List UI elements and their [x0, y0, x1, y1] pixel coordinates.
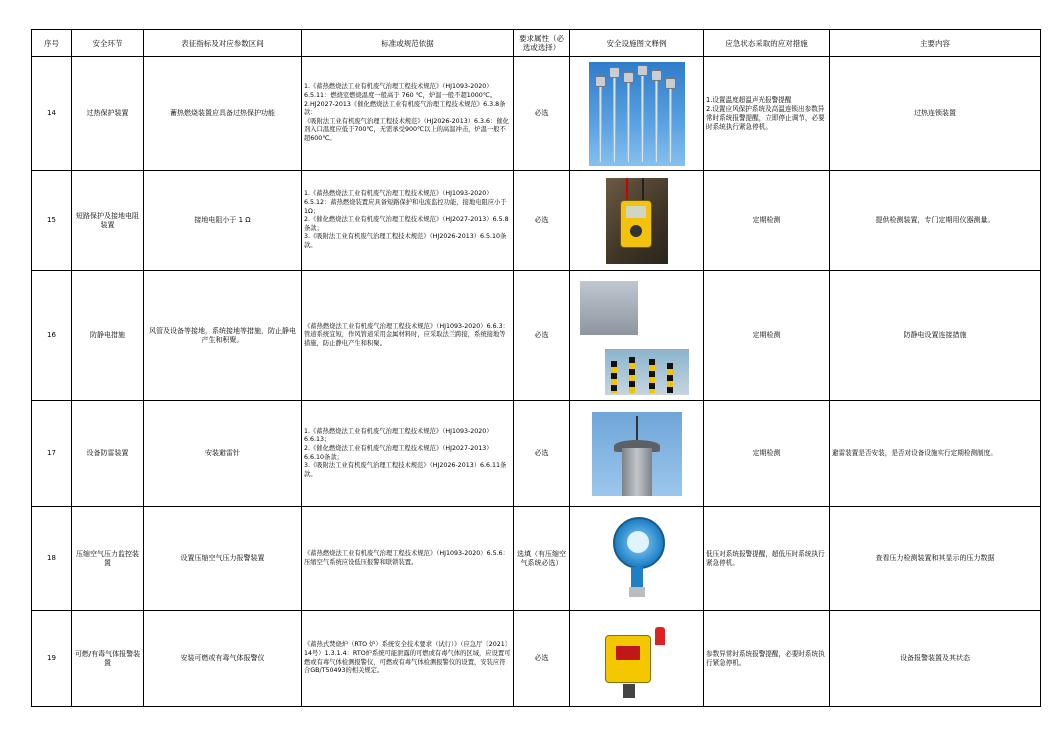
cell-response: 参数异常时系统报警提醒，必要时系统执行紧急停机。 — [704, 611, 830, 707]
cell-response: 定期检测 — [704, 401, 830, 507]
cell-stage: 防静电措施 — [72, 271, 144, 401]
cell-standard: 1.《蓄热燃烧法工业有机废气治理工程技术规范》（HJ1093-2020）6.5.11：燃烧室燃烧温度一般高于 760 ℃，炉温一般不超1000℃。 2.HJ2027-2013《催化燃烧法工业有机废气治理工程技术规范》6.3.8条款： 《吸附法工业有机废气治理工程技术规范》（HJ2026-2013）6.3.6：催化剂入口温度应低于700℃，无需承受900℃以上的高温冲击，炉温一般不超600℃。 — [302, 57, 514, 171]
header-response: 应急状态采取的应对措施 — [704, 30, 830, 57]
cell-no: 19 — [32, 611, 72, 707]
thermocouple-image — [589, 62, 685, 166]
cell-response: 定期检测 — [704, 271, 830, 401]
cell-stage: 压缩空气压力监控装置 — [72, 507, 144, 611]
header-standard: 标准或规范依据 — [302, 30, 514, 57]
cell-stage: 设备防雷装置 — [72, 401, 144, 507]
cell-indicator: 风管及设备等接地，系统接地等措施，防止静电产生和积聚。 — [144, 271, 302, 401]
header-no: 序号 — [32, 30, 72, 57]
cell-image — [570, 611, 704, 707]
cell-attr: 必选 — [514, 611, 570, 707]
cell-indicator: 设置压缩空气压力报警装置 — [144, 507, 302, 611]
cell-attr: 必选 — [514, 271, 570, 401]
cell-attr: 必选 — [514, 171, 570, 271]
safety-measures-table — [31, 29, 1041, 707]
cell-stage: 可燃/有毒气体报警装置 — [72, 611, 144, 707]
cell-indicator: 蓄热燃烧装置应具备过热保护功能 — [144, 57, 302, 171]
cell-image — [570, 171, 704, 271]
cell-image — [570, 507, 704, 611]
cell-standard: 1.《蓄热燃烧法工业有机废气治理工程技术规范》（HJ1093-2020）6.5.12：蓄热燃烧装置应具备短路保护和电流监控功能，接地电阻应小于1Ω； 2.《催化燃烧法工业有机废气治理工程技术规范》（HJ2027-2013）6.5.8条款； 3.《吸附法工业有机废气治理工程技术规范》（HJ2026-2013）6.5.10条款。 — [302, 171, 514, 271]
cell-content: 提供检测装置，专门定期用仪器测量。 — [830, 171, 1041, 271]
cell-image — [570, 271, 704, 401]
lightning-rod-image — [592, 412, 682, 496]
cell-standard: 《蓄热燃烧法工业有机废气治理工程技术规范》（HJ1093-2020）6.6.3：管道系统宜短，作风管道采用金属材料时，应采取法兰跨接，系统接地等措施，防止静电产生和积聚。 — [302, 271, 514, 401]
table-row — [32, 401, 1041, 507]
header-attr: 要求属性（必选或选择） — [514, 30, 570, 57]
cell-standard: 《蓄热式焚烧炉（RTO 炉）系统安全技术要求（试行）》（应急厅〔2021〕14号）1.3.1.4：RTO炉系统可能泄露的可燃或有毒气体的区域，应设置可燃或有毒气体检测报警仪，可燃或有毒气体检测报警仪的设置，安装应符合GB/T50493的相关规定。 — [302, 611, 514, 707]
header-content: 主要内容 — [830, 30, 1041, 57]
table-row — [32, 171, 1041, 271]
cell-content: 查看压力检测装置和其显示的压力数据 — [830, 507, 1041, 611]
cell-indicator: 安装可燃或有毒气体报警仪 — [144, 611, 302, 707]
cell-no: 15 — [32, 171, 72, 271]
cell-attr: 选填（有压缩空气系统必选） — [514, 507, 570, 611]
cell-attr: 必选 — [514, 401, 570, 507]
cell-stage: 短路保护及接地电阻装置 — [72, 171, 144, 271]
header-image: 安全设施图文释例 — [570, 30, 704, 57]
cell-content: 过热连锁装置 — [830, 57, 1041, 171]
table-row — [32, 507, 1041, 611]
cell-image — [570, 401, 704, 507]
cell-no: 18 — [32, 507, 72, 611]
cell-content: 防静电设置连接措施 — [830, 271, 1041, 401]
header-row — [32, 30, 1041, 57]
cell-stage: 过热保护装置 — [72, 57, 144, 171]
cell-content: 避雷装置是否安装，是否对设备设施实行定期检测制度。 — [830, 401, 1041, 507]
table-row — [32, 611, 1041, 707]
cell-response: 定期检测 — [704, 171, 830, 271]
pressure-transmitter-image — [606, 513, 668, 605]
header-stage: 安全环节 — [72, 30, 144, 57]
meter-image — [606, 178, 668, 264]
cell-standard: 《蓄热燃烧法工业有机废气治理工程技术规范》（HJ1093-2020）6.5.6：压缩空气系统应设低压报警和联锁装置。 — [302, 507, 514, 611]
cell-indicator: 接地电阻小于 1 Ω — [144, 171, 302, 271]
cell-no: 14 — [32, 57, 72, 171]
cell-indicator: 安装避雷针 — [144, 401, 302, 507]
cell-no: 17 — [32, 401, 72, 507]
cell-response: 低压对系统报警提醒，超低压时系统执行紧急停机。 — [704, 507, 830, 611]
cell-content: 设备报警装置及其状态 — [830, 611, 1041, 707]
cell-image — [570, 57, 704, 171]
gas-alarm-image — [595, 619, 679, 699]
header-indicator: 表征指标及对应参数区间 — [144, 30, 302, 57]
static-image — [577, 273, 697, 399]
cell-attr: 必选 — [514, 57, 570, 171]
table-row — [32, 57, 1041, 171]
cell-no: 16 — [32, 271, 72, 401]
cell-response: 1.设置温度超温声光报警提醒 2.设置应风保护系统及高温连锁出参数异常时系统报警提醒，立即停止调节，必要时系统执行紧急停机。 — [704, 57, 830, 171]
table-row — [32, 271, 1041, 401]
cell-standard: 1.《蓄热燃烧法工业有机废气治理工程技术规范》（HJ1093-2020）6.6.13； 2.《催化燃烧法工业有机废气治理工程技术规范》（HJ2027-2013）6.6.10条款； 3.《吸附法工业有机废气治理工程技术规范》（HJ2026-2013）6.6.11条款。 — [302, 401, 514, 507]
